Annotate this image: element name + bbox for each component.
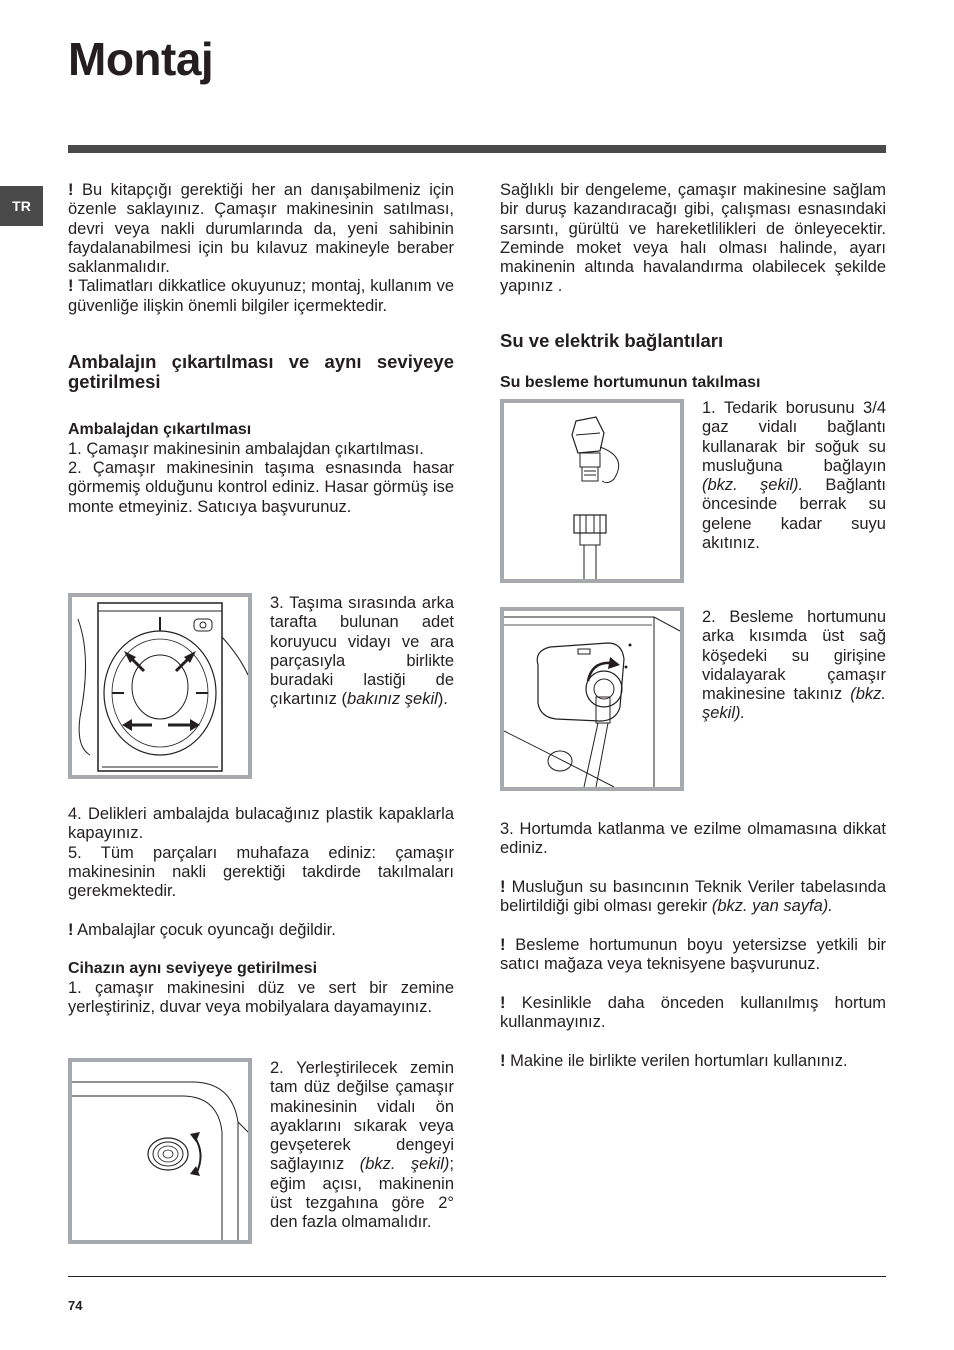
left-column [68,181,454,517]
figure-inlet-connection [500,607,684,791]
tap-hose-illustration [504,403,680,579]
section-heading-unpacking: Ambalajın çıkartılması ve aynı seviyeye getirilmesi [68,351,454,393]
subheading-hose: Su besleme hortumunun takılması [500,374,761,392]
figure-rear-screws [68,593,252,779]
packaging-warning: ! Ambalajlar çocuk oyuncağı değildir. [68,920,336,939]
hose-step-3: 3. Hortumda katlanma ve ezilme olmamasına dikkat ediniz. [500,820,886,858]
step-3: 3. Taşıma sırasında arka tarafta bulunan adet koruyucu vidayı ve ara parçasıyla birlikte buradaki lastiği de çıkartınız (bakınız şekil). [270,594,454,709]
step-2: 2. Çamaşır makinesinin taşıma esnasında hasar görmemiş olduğunu kontrol ediniz. Hasar görmüş ise monte etmeyiniz. Satıcıya başvurunuz. [68,458,454,516]
note-supplied-hoses: ! Makine ile birlikte verilen hortumları kullanınız. [500,1051,848,1070]
hose-step-2: 2. Besleme hortumunu arka kısımda üst sağ köşedeki su girişine vidalayarak çamaşır makinesine takınız (bkz. şekil). [702,608,886,723]
page-number: 74 [68,1298,83,1313]
hose-step-1: 1. Tedarik borusunu 3/4 gaz vidalı bağlantı kullanarak bir soğuk su musluğuna bağlayın (bkz. şekil). Bağlantı öncesinde berrak su gelene kadar suyu akıtınız. [702,399,886,553]
water-inlet-illustration [504,611,680,787]
subheading-leveling: Cihazın aynı seviyeye getirilmesi [68,960,318,978]
note-hose-length: ! Besleme hortumunun boyu yetersizse yetkili bir satıcı mağaza veya teknisyene başvurunuz. [500,935,886,974]
figure-tap-connection [500,399,684,583]
warning-mark: ! [500,993,506,1012]
note-pressure: ! Musluğun su basıncının Teknik Veriler tabelasında belirtildiği gibi olması gerekir (bkz. yan sayfa). [500,877,886,916]
language-tab: TR [0,186,43,226]
warning-mark: ! [68,181,74,199]
footer-rule [68,1276,886,1277]
right-column-lower [500,820,886,1071]
washer-rear-illustration [72,597,248,775]
balance-paragraph: Sağlıklı bir dengeleme, çamaşır makinesine sağlam bir duruş kazandıracağı gibi, çalışması esnasındaki sarsıntı, gürültü ve hareketlilikleri de önleyecektir. Zeminde moket veya halı olması halinde, ayarı makinenin altında havalandırma olabilecek şekilde yapınız . [500,181,886,296]
level-step-2: 2. Yerleştirilecek zemin tam düz değilse çamaşır makinesinin vidalı ön ayaklarını sıkarak veya gevşeterek dengeyi sağlayınız (bkz. şekil); eğim açısı, makinenin üst tezgahına göre 2° den fazla olmamalıdır. [270,1059,454,1232]
warning-mark: ! [68,920,74,939]
step-1: 1. Çamaşır makinesinin ambalajdan çıkartılması. [68,439,424,458]
left-column-lower [68,805,454,1017]
step-4: 4. Delikleri ambalajda bulacağınız plastik kapaklarla kapayınız. [68,805,454,843]
warning-mark: ! [68,277,74,296]
warning-mark: ! [500,1051,506,1070]
right-column [500,181,886,392]
note-used-hose: ! Kesinlikle daha önceden kullanılmış hortum kullanmayınız. [500,993,886,1031]
section-heading-connections: Su ve elektrik bağlantıları [500,330,724,352]
level-step-1: 1. çamaşır makinesini düz ve sert bir zemine yerleştiriniz, duvar veya mobilyalara dayamayınız. [68,978,454,1016]
subheading-unpacking: Ambalajdan çıkartılması [68,421,252,439]
adjustable-foot-illustration [72,1062,248,1240]
figure-adjustable-foot [68,1058,252,1244]
warning-mark: ! [500,877,506,896]
step-5: 5. Tüm parçaları muhafaza ediniz: çamaşır makinesinin nakli gerektiği takdirde takılmaları gerekmektedir. [68,843,454,901]
warning-mark: ! [500,935,506,954]
page-title: Montaj [68,33,214,85]
header-rule [68,145,886,153]
intro-paragraph-2: ! Talimatları dikkatlice okuyunuz; montaj, kullanım ve güvenliğe ilişkin önemli bilgiler içermektedir. [68,277,454,315]
intro-paragraph-1: ! Bu kitapçığı gerektiği her an danışabilmeniz için özenle saklayınız. Çamaşır makinesinin satılması, devri veya nakli durumlarında da, yeni sahibinin faydalanabilmesi için bu kılavuz makineyle beraber saklanmalıdır. [68,181,454,277]
